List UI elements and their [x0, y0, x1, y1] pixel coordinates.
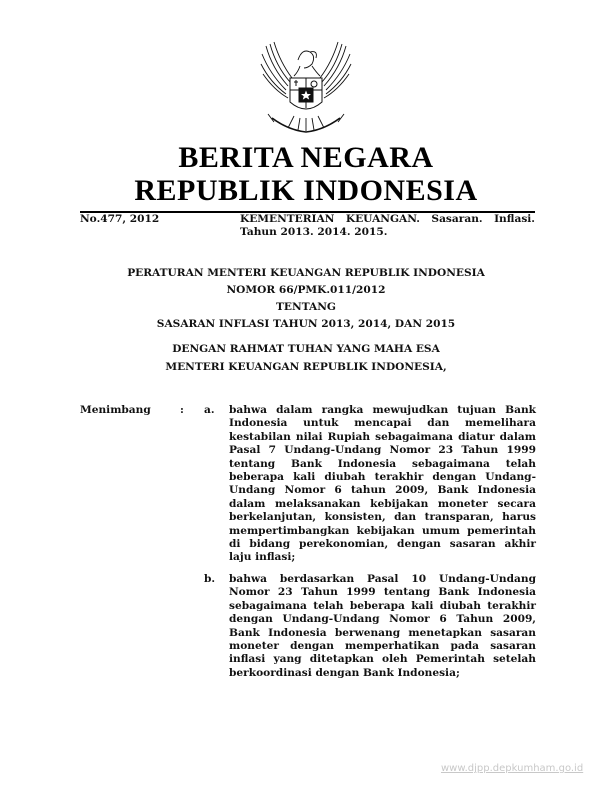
gazette-description-line1 — [240, 213, 535, 226]
description-word: Sasaran. — [431, 213, 483, 225]
regulation-subject: SASARAN INFLASI TAHUN 2013, 2014, DAN 2015 — [156, 318, 456, 330]
gazette-description — [240, 213, 535, 239]
considering-section — [80, 404, 536, 680]
preamble-line2: MENTERI KEUANGAN REPUBLIK INDONESIA, — [165, 361, 447, 373]
item-letter: a. — [204, 404, 215, 416]
considering-colon: : — [180, 404, 184, 416]
regulation-about: TENTANG — [276, 301, 336, 313]
considering-item-b — [80, 573, 536, 680]
regulation-heading — [0, 265, 612, 333]
gazette-description-line2: Tahun 2013. 2014. 2015. — [240, 226, 388, 238]
gazette-title: BERITA NEGARA — [178, 141, 434, 174]
preamble — [0, 340, 612, 376]
preamble-line1: DENGAN RAHMAT TUHAN YANG MAHA ESA — [172, 343, 440, 355]
description-word: KEMENTERIAN — [240, 213, 335, 225]
considering-item-a — [80, 404, 536, 565]
footer-website-link[interactable]: www.djpp.depkumham.go.id — [441, 763, 584, 774]
garuda-pancasila-emblem-icon — [258, 38, 354, 138]
considering-label: Menimbang — [80, 404, 151, 416]
gazette-subtitle: REPUBLIK INDONESIA — [134, 174, 478, 207]
description-word: Inflasi. — [494, 213, 535, 225]
item-letter: b. — [204, 572, 216, 585]
regulation-number: NOMOR 66/PMK.011/2012 — [226, 284, 386, 296]
regulation-title: PERATURAN MENTERI KEUANGAN REPUBLIK INDONESIA — [127, 267, 485, 279]
item-text: bahwa dalam rangka mewujudkan tujuan Bank Indonesia untuk mencapai dan memelihara kestabilan nilai Rupiah sebagaimana diatur dalam Pasal 7 Undang-Undang Nomor 23 Tahun 1999 tentang Bank Indonesia sebagaimana telah beberapa kali diubah terakhir dengan Undang-Undang Nomor 6 tahun 2009, Bank Indonesia dalam melaksanakan kebijakan moneter secara berkelanjutan, konsisten, dan transparan, harus mempertimbangkan kebijakan umum pemerintah di bidang perekonomian, dengan sasaran akhir laju inflasi; — [229, 404, 536, 564]
item-text: bahwa berdasarkan Pasal 10 Undang-Undang Nomor 23 Tahun 1999 tentang Bank Indonesia sebagaimana telah beberapa kali diubah terakhir dengan Undang-Undang Nomor 6 Tahun 2009, Bank Indonesia berwenang menetapkan sasaran moneter dengan memperhatikan pada sasaran inflasi yang ditetapkan oleh Pemerintah setelah berkoordinasi dengan Bank Indonesia; — [229, 572, 536, 679]
description-word: KEUANGAN. — [345, 213, 420, 225]
gazette-number: No.477, 2012 — [80, 213, 160, 225]
